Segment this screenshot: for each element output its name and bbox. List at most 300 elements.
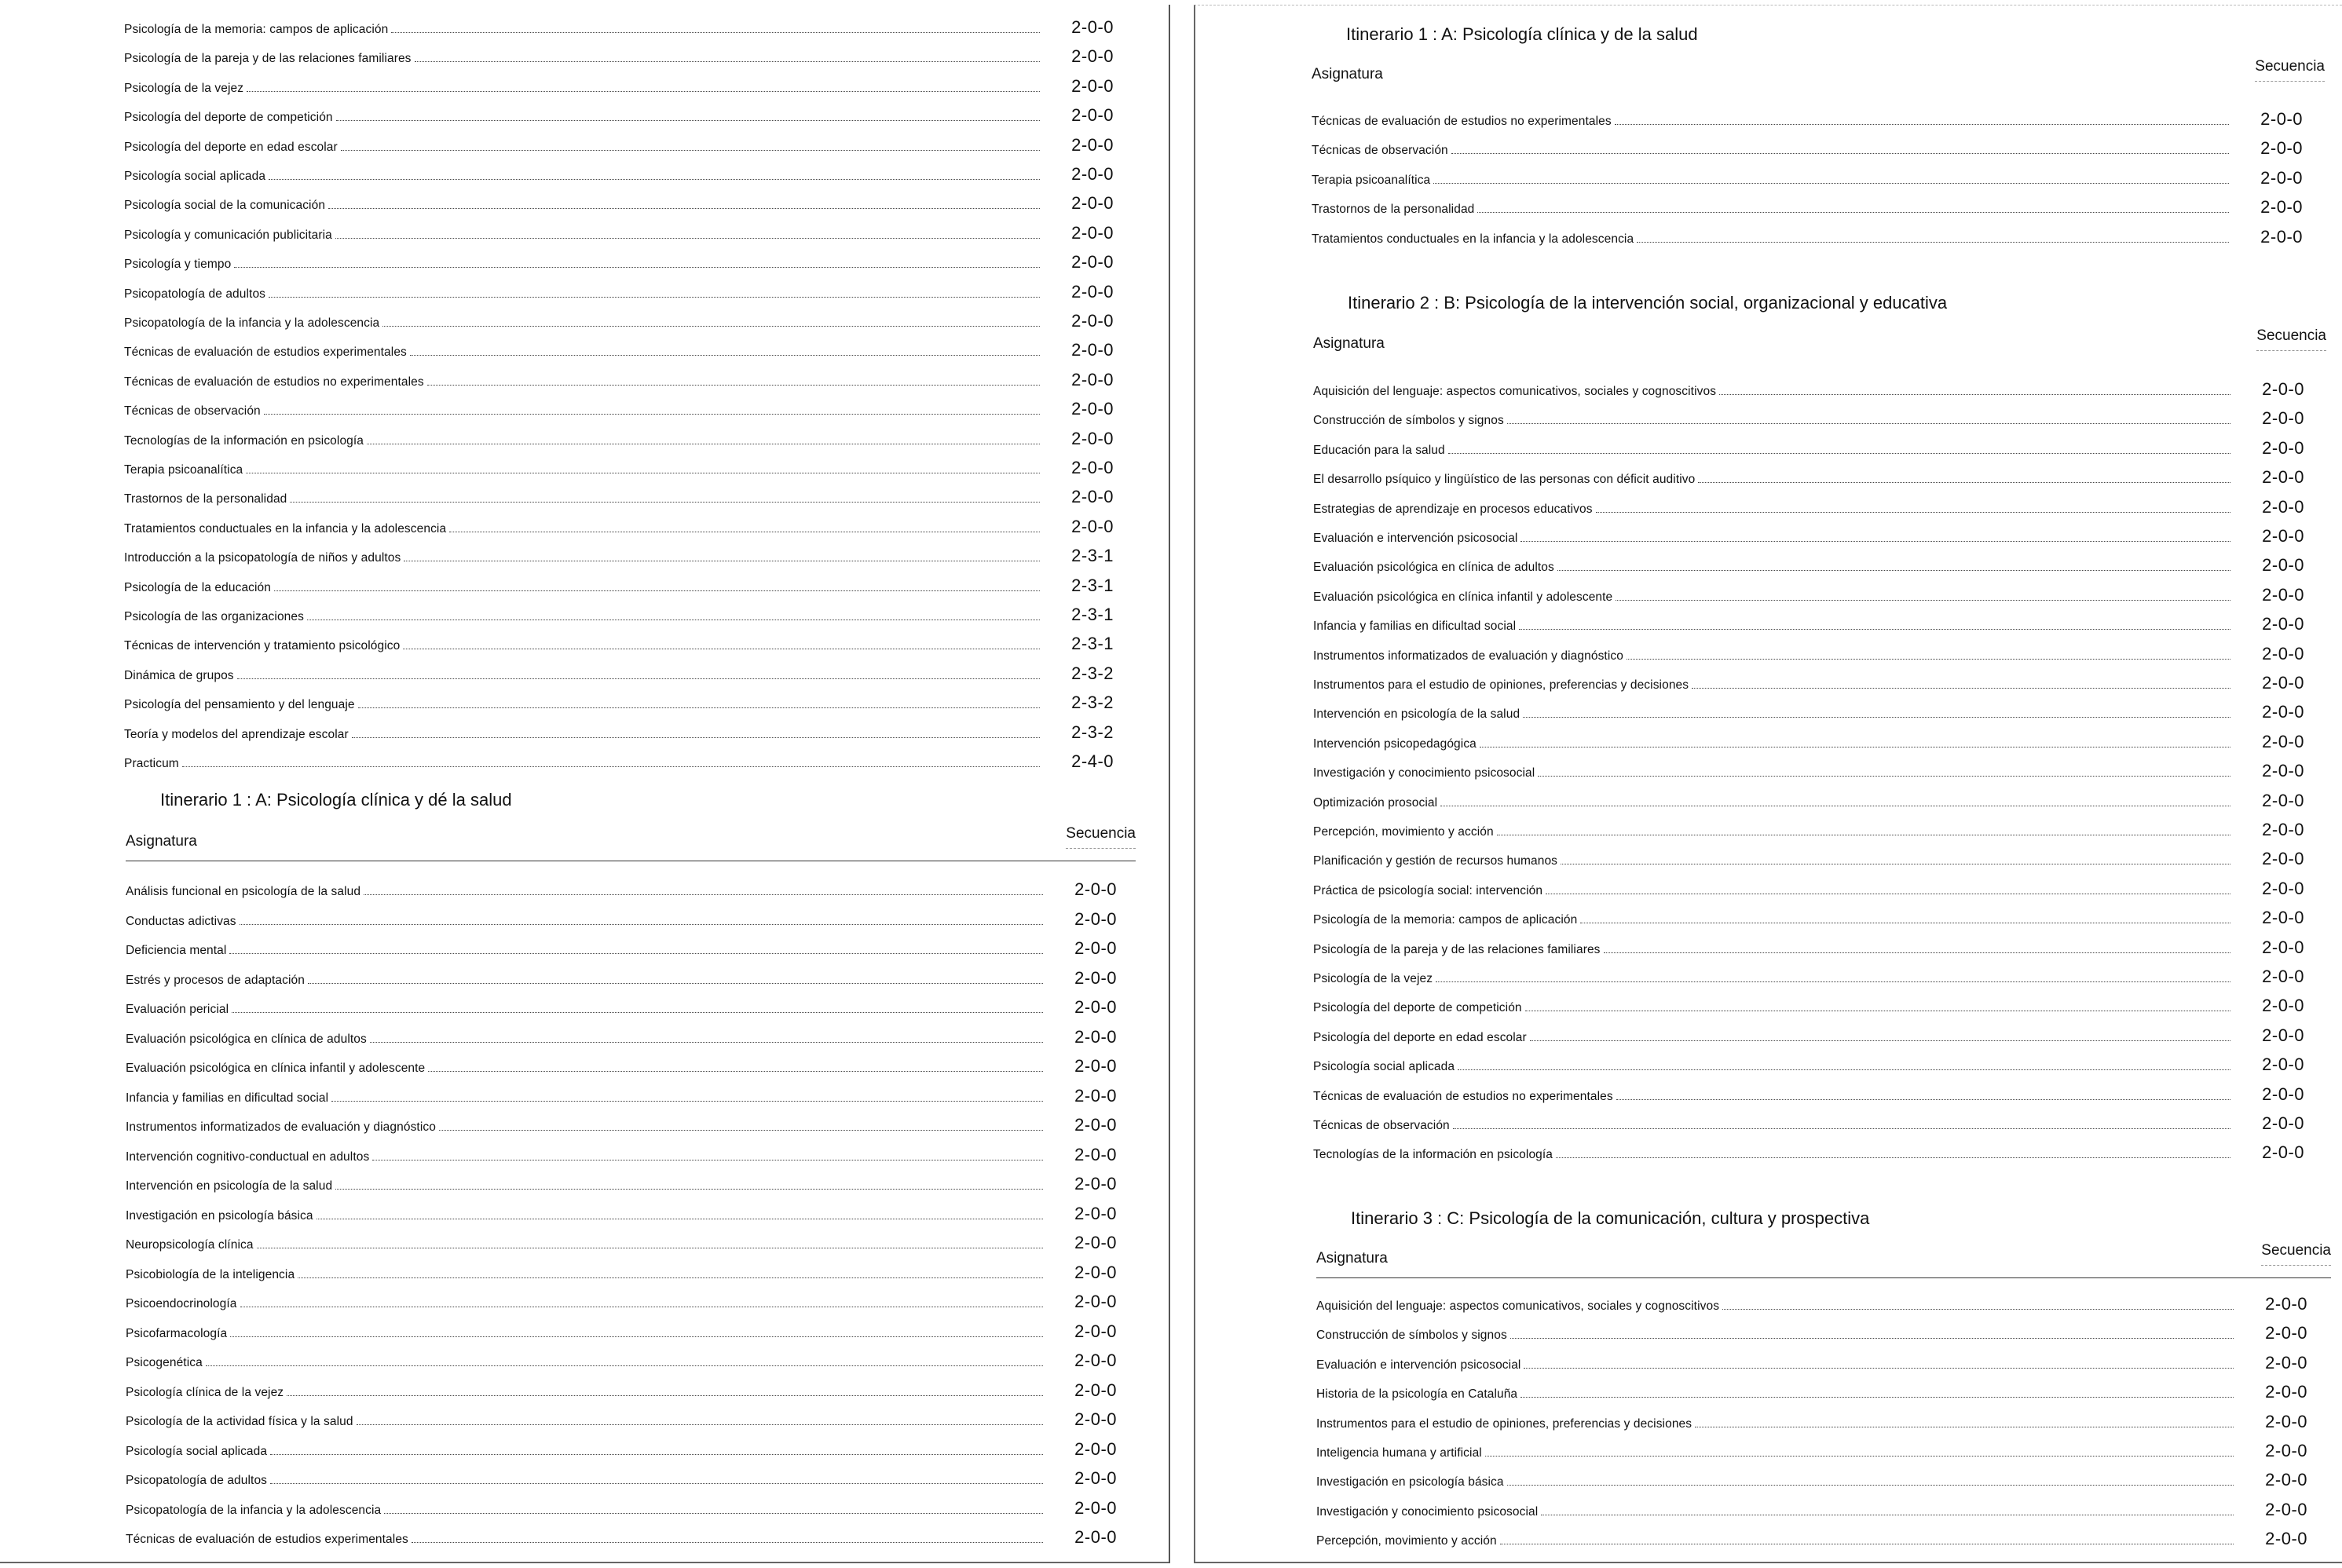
sequence-value: 2-0-0 <box>1071 193 1114 214</box>
dot-leader <box>1524 1367 2234 1369</box>
subject-name: Estrés y procesos de adaptación <box>126 973 305 987</box>
subject-name: Estrategias de aprendizaje en procesos educativos <box>1313 502 1593 516</box>
sequence-value: 2-0-0 <box>2262 1025 2304 1045</box>
subject-name: Optimización prosocial <box>1313 795 1438 810</box>
subject-name: Tecnologías de la información en psicología <box>124 433 364 448</box>
list-item <box>1316 1377 2307 1406</box>
sequence-value: 2-0-0 <box>2265 1382 2307 1402</box>
dot-leader <box>240 1306 1044 1307</box>
dot-leader <box>308 982 1043 984</box>
sequence-value: 2-0-0 <box>1074 879 1117 899</box>
subject-name: Investigación en psicología básica <box>1316 1475 1504 1489</box>
sequence-value: 2-0-0 <box>1071 105 1114 126</box>
list-item <box>1313 1080 2304 1109</box>
list-item <box>124 101 1114 130</box>
subject-name: Instrumentos para el estudio de opiniones, preferencias y decisiones <box>1316 1416 1692 1431</box>
list-item <box>124 218 1114 247</box>
dot-leader <box>234 266 1040 268</box>
sequence-value: 2-0-0 <box>2262 790 2304 810</box>
dot-leader <box>384 1512 1043 1514</box>
sequence-value: 2-0-0 <box>2262 908 2304 928</box>
col-subject-header: Asignatura <box>1313 335 1385 352</box>
list-item <box>1316 1465 2307 1494</box>
list-item <box>126 1081 1117 1110</box>
sequence-value: 2-0-0 <box>1074 1203 1117 1223</box>
dot-leader <box>269 296 1040 298</box>
list-item <box>124 571 1114 600</box>
sequence-value: 2-0-0 <box>1074 1292 1117 1311</box>
list-item <box>124 600 1114 629</box>
list-item <box>124 688 1114 717</box>
subject-name: Psicología de la educación <box>124 580 272 594</box>
table-header-itinerary-2 <box>1313 327 2326 353</box>
subject-name: Evaluación pericial <box>126 1003 229 1016</box>
dot-leader <box>1448 452 2230 454</box>
subject-name: Práctica de psicología social: intervención <box>1313 883 1543 897</box>
list-item <box>126 1346 1117 1375</box>
subject-name: Técnicas de evaluación de estudios experimentales <box>126 1533 408 1546</box>
sequence-value: 2-3-2 <box>1071 722 1114 742</box>
sequence-value: 2-0-0 <box>2265 1352 2307 1372</box>
sequence-value: 2-0-0 <box>1074 1174 1117 1193</box>
dot-leader <box>428 1070 1043 1072</box>
sequence-value: 2-0-0 <box>2262 849 2304 869</box>
dot-leader <box>403 648 1040 649</box>
subject-name: Conductas adictivas <box>126 914 236 928</box>
subject-name: Psicología de la pareja y de las relaciones familiares <box>124 52 412 66</box>
list-item <box>1316 1495 2307 1524</box>
dot-leader <box>415 60 1040 62</box>
sequence-value: 2-0-0 <box>1074 1115 1117 1135</box>
dot-leader <box>1451 152 2229 154</box>
list-item <box>1312 222 2303 251</box>
sequence-value: 2-0-0 <box>1071 311 1114 331</box>
subject-name: Psicología social aplicada <box>124 170 266 183</box>
subject-name: Aquisición del lenguaje: aspectos comunicativos, sociales y cognoscitivos <box>1313 385 1717 398</box>
list-item <box>1313 1050 2304 1079</box>
list-item <box>1313 962 2304 991</box>
subject-name: Evaluación psicológica en clínica de adultos <box>1313 561 1554 575</box>
subject-name: Técnicas de evaluación de estudios experimentales <box>124 345 407 360</box>
list-item <box>124 130 1114 159</box>
dot-leader <box>1580 922 2230 923</box>
sequence-value: 2-0-0 <box>1071 252 1114 272</box>
sequence-value: 2-0-0 <box>1071 75 1114 96</box>
list-item <box>1313 462 2304 492</box>
subject-name: Técnicas de evaluación de estudios no experimentales <box>124 375 424 389</box>
dot-leader <box>357 1424 1043 1425</box>
sequence-value: 2-0-0 <box>2262 467 2304 488</box>
sequence-value: 2-0-0 <box>2262 967 2304 986</box>
subject-name: Infancia y familias en dificultad social <box>1313 620 1517 634</box>
list-item <box>126 1051 1117 1080</box>
subject-name: Psicología social de la comunicación <box>124 199 326 213</box>
list-item <box>1316 1524 2307 1553</box>
list-item <box>124 335 1114 364</box>
subject-name: Infancia y familias en dificultad social <box>126 1091 329 1105</box>
dot-leader <box>1557 569 2230 571</box>
dot-leader <box>298 1277 1043 1278</box>
list-item <box>1316 1407 2307 1436</box>
dot-leader <box>307 619 1040 620</box>
dot-leader <box>412 1541 1043 1543</box>
list-item <box>1312 104 2303 133</box>
subject-name: Evaluación e intervención psicosocial <box>1316 1358 1521 1372</box>
col-subject-header: Asignatura <box>1312 66 1383 82</box>
dot-leader <box>1604 952 2230 953</box>
list-item <box>1313 815 2304 844</box>
subject-name: Psicoendocrinología <box>126 1297 237 1310</box>
list-item <box>1313 756 2304 785</box>
dot-leader <box>269 178 1040 180</box>
sequence-value: 2-0-0 <box>1071 428 1114 448</box>
subject-name: Psicología del pensamiento y del lenguaje <box>124 698 355 712</box>
subject-name: Psicología del deporte en edad escolar <box>1313 1030 1527 1044</box>
sequence-value: 2-0-0 <box>2262 643 2304 663</box>
subject-name: Practicum <box>124 757 179 770</box>
sequence-value: 2-0-0 <box>1071 516 1114 536</box>
subject-name: Investigación y conocimiento psicosocial <box>1316 1504 1539 1519</box>
sequence-value: 2-0-0 <box>1074 938 1117 958</box>
subject-name: Terapia psicoanalítica <box>1312 173 1431 187</box>
list-item <box>1316 1348 2307 1377</box>
dot-leader <box>1453 1128 2230 1129</box>
list-item <box>1313 1138 2304 1167</box>
dot-leader <box>352 736 1040 738</box>
subject-name: Psicología clínica de la vejez <box>126 1385 284 1399</box>
subject-name: Intervención en psicología de la salud <box>126 1179 333 1193</box>
subject-name: Intervención cognitivo-conductual en adultos <box>126 1150 370 1164</box>
dot-leader <box>331 1100 1043 1102</box>
subject-name: Dinámica de grupos <box>124 668 234 682</box>
dot-leader <box>290 501 1040 503</box>
subject-name: Técnicas de intervención y tratamiento psicológico <box>124 639 401 653</box>
sequence-value: 2-0-0 <box>1074 1085 1117 1106</box>
dot-leader <box>427 384 1040 386</box>
subject-name: Técnicas de observación <box>1313 1119 1450 1132</box>
dot-leader <box>1523 716 2230 718</box>
list-item <box>126 934 1117 963</box>
sequence-value: 2-0-0 <box>2265 1323 2307 1343</box>
list-item <box>124 453 1114 482</box>
sequence-value: 2-0-0 <box>2265 1529 2307 1549</box>
sequence-value: 2-0-0 <box>2262 526 2304 546</box>
subject-name: Psicología del deporte de competición <box>124 111 333 125</box>
sequence-value: 2-0-0 <box>1071 281 1114 302</box>
subject-name: Psicobiología de la inteligencia <box>126 1267 295 1281</box>
sequence-value: 2-0-0 <box>1074 1468 1117 1488</box>
list-item <box>124 482 1114 511</box>
dot-leader <box>1519 628 2230 630</box>
sequence-value: 2-0-0 <box>2262 1113 2304 1133</box>
subject-name: Psicología de la memoria: campos de aplicación <box>124 23 389 36</box>
list-item <box>126 1287 1117 1316</box>
sequence-value: 2-0-0 <box>2262 437 2304 458</box>
subject-name: Psicología y tiempo <box>124 258 232 272</box>
subject-name: Instrumentos informatizados de evaluación y diagnóstico <box>126 1120 436 1134</box>
list-item <box>124 424 1114 453</box>
sequence-value: 2-0-0 <box>1071 17 1114 37</box>
subject-name: Técnicas de observación <box>124 404 261 418</box>
subject-name: Evaluación e intervención psicosocial <box>1313 532 1518 545</box>
subject-name: Psicogenética <box>126 1356 203 1369</box>
list-item <box>1313 933 2304 962</box>
sequence-value: 2-0-0 <box>2262 1084 2304 1104</box>
sequence-value: 2-0-0 <box>2262 996 2304 1016</box>
dot-leader <box>1538 775 2230 777</box>
col-seq-header: Secuencia <box>2255 58 2325 75</box>
dot-leader <box>1520 540 2230 542</box>
list-item <box>1312 163 2303 192</box>
list-item <box>1313 697 2304 726</box>
dot-leader <box>1530 1040 2230 1041</box>
sequence-value: 2-0-0 <box>2262 614 2304 634</box>
dot-leader <box>1458 1069 2230 1070</box>
sequence-value: 2-0-0 <box>2265 1470 2307 1490</box>
sequence-value: 2-0-0 <box>1074 1438 1117 1459</box>
sequence-value: 2-0-0 <box>1071 458 1114 477</box>
dot-leader <box>1507 1484 2234 1486</box>
sequence-value: 2-0-0 <box>1074 1056 1117 1076</box>
subject-name: Intervención en psicología de la salud <box>1313 707 1520 722</box>
subject-name: Técnicas de observación <box>1312 144 1448 158</box>
col-subject-header: Asignatura <box>1316 1250 1388 1266</box>
sequence-value: 2-0-0 <box>1074 967 1117 988</box>
list-item <box>1313 550 2304 579</box>
list-item <box>1313 580 2304 609</box>
list-item <box>1313 991 2304 1020</box>
sequence-value: 2-0-0 <box>2262 379 2304 399</box>
subject-name: Tratamientos conductuales en la infancia y la adolescencia <box>124 521 447 535</box>
list-item <box>126 1258 1117 1287</box>
subject-name: Psicología del deporte en edad escolar <box>124 140 338 154</box>
dot-leader <box>237 678 1040 679</box>
subject-name: Trastornos de la personalidad <box>1312 203 1475 217</box>
list-item <box>126 1169 1117 1198</box>
subject-name: Psicología de la pareja y de las relaciones familiares <box>1313 942 1601 956</box>
sequence-value: 2-0-0 <box>2262 937 2304 957</box>
sequence-value: 2-0-0 <box>2265 1294 2307 1314</box>
list-item <box>1313 668 2304 697</box>
sequence-value: 2-0-0 <box>2260 109 2303 129</box>
sequence-value: 2-0-0 <box>1071 46 1114 67</box>
subject-name: Psicopatología de adultos <box>126 1474 268 1487</box>
table-header-itinerary-3 <box>1316 1242 2331 1267</box>
list-item <box>126 1405 1117 1434</box>
subject-name: Técnicas de evaluación de estudios no experimentales <box>1313 1089 1613 1103</box>
list-item <box>1312 133 2303 163</box>
sequence-value: 2-4-0 <box>1071 751 1114 771</box>
sequence-value: 2-0-0 <box>1074 908 1117 929</box>
list-item <box>124 718 1114 747</box>
list-item <box>126 1376 1117 1405</box>
sequence-value: 2-0-0 <box>1074 1233 1117 1252</box>
subject-name: Psicología de las organizaciones <box>124 610 304 623</box>
list-item <box>1312 192 2303 221</box>
dot-leader <box>230 1336 1043 1337</box>
sequence-value: 2-0-0 <box>1074 1497 1117 1518</box>
subject-name: Psicología del deporte de competición <box>1313 1001 1522 1015</box>
dot-leader <box>1497 834 2230 835</box>
subject-name: Psicología de la vejez <box>1313 972 1433 985</box>
list-item <box>1316 1436 2307 1465</box>
sequence-value: 2-0-0 <box>1071 222 1114 243</box>
list-item <box>1313 844 2304 873</box>
dot-leader <box>1440 805 2230 806</box>
dot-leader <box>232 1011 1043 1013</box>
sequence-value: 2-0-0 <box>2262 673 2304 693</box>
dot-leader <box>240 923 1043 925</box>
sequence-value: 2-3-1 <box>1071 575 1114 595</box>
dot-leader <box>1596 511 2230 513</box>
list-item <box>124 13 1114 42</box>
list-item <box>126 905 1117 934</box>
list-item <box>1313 375 2304 404</box>
sequence-value: 2-0-0 <box>2262 820 2304 839</box>
sequence-value: 2-0-0 <box>2260 197 2303 217</box>
list-item <box>126 1464 1117 1493</box>
sequence-value: 2-0-0 <box>1074 1351 1117 1370</box>
table-header-itinerary-1 <box>1312 58 2325 83</box>
itinerary-1-title-right: Itinerario 1 : A: Psicología clínica y de la salud <box>1346 24 1698 44</box>
sequence-value: 2-0-0 <box>2262 555 2304 576</box>
sequence-value: 2-0-0 <box>2262 496 2304 517</box>
subject-name: Psicología de la actividad física y la salud <box>126 1415 353 1428</box>
dot-leader <box>246 472 1040 473</box>
subject-name: Neuropsicología clínica <box>126 1238 254 1252</box>
subject-name: Deficiencia mental <box>126 944 227 957</box>
subject-name: Percepción, movimiento y acción <box>1313 825 1494 839</box>
list-item <box>1313 639 2304 668</box>
dot-leader <box>1546 893 2230 894</box>
list-item <box>126 875 1117 904</box>
subject-name: Aquisición del lenguaje: aspectos comunicativos, sociales y cognoscitivos <box>1316 1299 1720 1313</box>
subject-name: Análisis funcional en psicología de la salud <box>126 885 361 898</box>
dot-leader <box>1637 241 2229 243</box>
subject-name: Tratamientos conductuales en la infancia y la adolescencia <box>1312 232 1634 246</box>
list-item <box>126 992 1117 1022</box>
list-item <box>124 277 1114 306</box>
list-item <box>1313 433 2304 462</box>
list-item <box>124 71 1114 101</box>
dot-leader <box>1722 1308 2234 1310</box>
list-item <box>1313 404 2304 433</box>
dot-leader <box>1561 863 2230 864</box>
list-item <box>124 659 1114 688</box>
subject-name: Psicología de la memoria: campos de aplicación <box>1313 913 1578 927</box>
list-item <box>1313 1109 2304 1138</box>
sequence-value: 2-0-0 <box>1071 340 1114 360</box>
subject-name: Psicología y comunicación publicitaria <box>124 228 332 242</box>
subject-name: Percepción, movimiento y acción <box>1316 1534 1497 1548</box>
subject-name: Intervención psicopedagógica <box>1313 736 1477 751</box>
sequence-value: 2-0-0 <box>2262 1142 2304 1163</box>
subject-name: Psicología social aplicada <box>126 1444 268 1458</box>
subject-name: Teoría y modelos del aprendizaje escolar <box>124 727 349 741</box>
dot-leader <box>317 1218 1043 1219</box>
itinerary-2-title: Itinerario 2 : B: Psicología de la intervención social, organizacional y educativa <box>1348 293 1948 313</box>
dot-leader <box>370 1041 1043 1043</box>
sequence-value: 2-0-0 <box>1074 1026 1117 1047</box>
dot-leader <box>1541 1514 2234 1515</box>
sequence-value: 2-3-2 <box>1071 693 1114 713</box>
subject-name: Construcción de símbolos y signos <box>1316 1329 1507 1343</box>
dot-leader <box>229 952 1043 954</box>
list-item <box>124 247 1114 276</box>
dot-leader <box>1698 481 2230 483</box>
dot-leader <box>270 1453 1043 1455</box>
sequence-value: 2-0-0 <box>2260 226 2303 247</box>
sequence-value: 2-0-0 <box>2265 1411 2307 1431</box>
dot-leader <box>1477 211 2229 213</box>
subject-name: Construcción de símbolos y signos <box>1313 414 1504 428</box>
sequence-value: 2-0-0 <box>1074 1527 1117 1547</box>
list-item <box>124 42 1114 71</box>
table-header-left <box>126 825 1136 850</box>
sequence-value: 2-0-0 <box>2260 167 2303 188</box>
dot-leader <box>410 354 1040 356</box>
dot-leader <box>1510 1337 2234 1339</box>
sequence-value: 2-0-0 <box>1071 369 1114 389</box>
list-item <box>126 1022 1117 1051</box>
left-page <box>0 5 1170 1563</box>
sequence-value: 2-0-0 <box>1071 134 1114 155</box>
list-item <box>124 306 1114 335</box>
dot-leader <box>404 560 1040 561</box>
sequence-value: 2-0-0 <box>1071 399 1114 419</box>
subject-name: Psicopatología de la infancia y la adolescencia <box>124 316 380 330</box>
list-item <box>124 541 1114 570</box>
dot-leader <box>1436 981 2230 982</box>
list-item <box>124 747 1114 776</box>
dot-leader <box>1433 182 2229 184</box>
list-item <box>126 963 1117 992</box>
dot-leader <box>449 531 1040 532</box>
sequence-value: 2-0-0 <box>2262 408 2304 429</box>
subject-name: Planificación y gestión de recursos humanos <box>1313 854 1558 868</box>
sequence-value: 2-0-0 <box>1071 164 1114 184</box>
subject-name: Inteligencia humana y artificial <box>1316 1446 1482 1460</box>
subject-name: Psicofarmacología <box>126 1326 228 1340</box>
dot-leader <box>382 325 1040 327</box>
subject-name: Psicología social aplicada <box>1313 1060 1455 1074</box>
dot-leader <box>1616 1098 2230 1100</box>
dot-leader <box>1525 1010 2230 1011</box>
subject-name: Evaluación psicológica en clínica infantil y adolescente <box>1313 590 1613 604</box>
dot-leader <box>1615 123 2229 125</box>
sequence-value: 2-0-0 <box>2260 138 2303 159</box>
dot-leader <box>206 1365 1043 1366</box>
sequence-value: 2-0-0 <box>1074 1321 1117 1341</box>
subject-name: Educación para la salud <box>1313 443 1445 457</box>
list-item <box>126 1435 1117 1464</box>
list-item <box>1313 727 2304 756</box>
list-item <box>126 1228 1117 1257</box>
sequence-value: 2-3-1 <box>1071 634 1114 654</box>
subject-name: Evaluación psicológica en clínica infantil y adolescente <box>126 1062 426 1075</box>
dot-leader <box>270 1482 1043 1484</box>
dot-leader <box>1485 1455 2234 1457</box>
sequence-value: 2-0-0 <box>2265 1499 2307 1519</box>
list-item <box>126 1317 1117 1346</box>
itinerary-3-title: Itinerario 3 : C: Psicología de la comunicación, cultura y prospectiva <box>1351 1208 1870 1228</box>
list-item <box>124 629 1114 658</box>
subject-name: Instrumentos para el estudio de opiniones, preferencias y decisiones <box>1313 678 1689 692</box>
dot-leader <box>335 237 1040 239</box>
subject-name: Trastornos de la personalidad <box>124 492 287 506</box>
dot-leader <box>364 894 1043 895</box>
sequence-value: 2-0-0 <box>2265 1441 2307 1460</box>
